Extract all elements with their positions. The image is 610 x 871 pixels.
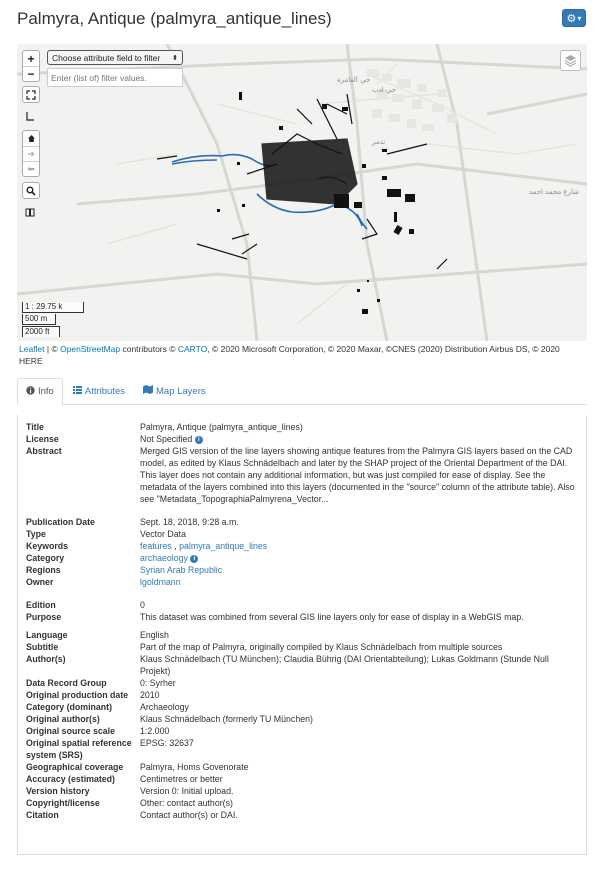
- keyword-link[interactable]: features: [140, 541, 172, 551]
- region-link[interactable]: Syrian Arab Republic: [140, 565, 223, 575]
- field-label: Purpose: [26, 612, 62, 622]
- attribute-filter-label: Choose attribute field to filter: [52, 52, 161, 63]
- license-value: Not Specified: [140, 434, 193, 444]
- antique-lines: [157, 94, 447, 269]
- keyword-separator: ,: [171, 541, 180, 551]
- field-label: Abstract: [26, 446, 62, 456]
- field-label: Subtitle: [26, 642, 59, 652]
- ruler-icon: [25, 111, 35, 121]
- info-icon: [26, 386, 35, 398]
- select-arrows-icon: ⬍: [172, 54, 178, 62]
- field-value: Centimetres or better: [140, 774, 223, 784]
- scale-metric: 500 m: [22, 314, 56, 325]
- layer-switcher-button[interactable]: [560, 50, 581, 71]
- field-value: [140, 552, 580, 564]
- field-value: This dataset was combined from several GIS line layers only for ease of display in a WebGIS map.: [140, 612, 524, 622]
- caret-down-icon: ▾: [577, 13, 582, 23]
- field-label: Owner: [26, 577, 54, 587]
- field-label: Keywords: [26, 541, 69, 551]
- field-label: Copyright/license: [26, 798, 100, 808]
- field-label: Geographical coverage: [26, 762, 124, 772]
- attribution-text: , © 2020 Microsoft Corporation, © 2020 Maxar, ©CNES (2020) Distribution Airbus DS, © 2020 HERE: [19, 344, 560, 366]
- list-icon: [73, 386, 82, 397]
- field-label: Original author(s): [26, 714, 100, 724]
- tab-bar: [17, 378, 587, 405]
- fullscreen-control: [22, 86, 40, 103]
- map-attribution: [19, 343, 581, 367]
- zoom-out-button[interactable]: −: [23, 66, 39, 81]
- field-value: 0: Syrher: [140, 678, 176, 688]
- place-label: حي ادب: [372, 86, 397, 94]
- field-label: Category (dominant): [26, 702, 113, 712]
- field-value: Palmyra, Antique (palmyra_antique_lines): [140, 422, 303, 432]
- map-icon: [143, 385, 153, 397]
- measure-button[interactable]: [22, 108, 38, 123]
- field-label: Edition: [26, 600, 56, 610]
- field-value: Vector Data: [140, 529, 186, 539]
- settings-dropdown-button[interactable]: [562, 9, 586, 27]
- tab-label: Attributes: [84, 385, 125, 397]
- fullscreen-button[interactable]: [23, 87, 39, 102]
- home-button[interactable]: [23, 131, 39, 146]
- place-label: تدمر: [372, 138, 386, 146]
- keyword-link[interactable]: palmyra_antique_lines: [179, 541, 268, 551]
- field-value: Version 0: Initial upload.: [140, 786, 234, 796]
- field-label: Original spatial reference system (SRS): [26, 738, 132, 760]
- osm-link[interactable]: OpenStreetMap: [60, 344, 121, 354]
- field-value: 0: [140, 600, 145, 610]
- filter-values-input[interactable]: [47, 68, 183, 87]
- field-label: Data Record Group: [26, 678, 107, 688]
- field-label: Title: [26, 422, 44, 432]
- attribution-text: contributors ©: [120, 344, 178, 354]
- field-label: Publication Date: [26, 517, 95, 527]
- search-icon: [26, 186, 36, 196]
- navigation-control: [22, 130, 40, 177]
- info-circle-icon[interactable]: i: [195, 436, 203, 444]
- field-label: Version history: [26, 786, 90, 796]
- basemap: [17, 44, 587, 341]
- field-value: [140, 433, 580, 445]
- field-value: Merged GIS version of the line layers showing antique features from the Palmyra GIS layers based on the CAD model, as edited by Klaus Schnädelbach and later by the SHAP project of the Oriental Department of the DAI. This layer does not contain any additional information, but was just compiled for ease of display. See the metadata of the layers combined into this layers (documented in the "source" column of the attribute table). Also see "Metadata_TopographiaPalmyrena_Vector...: [140, 446, 575, 504]
- field-value: Contact author(s) or DAI.: [140, 810, 238, 820]
- carto-link[interactable]: CARTO: [177, 344, 208, 354]
- zoom-control: [22, 50, 40, 82]
- search-control: [22, 182, 40, 199]
- fullscreen-icon: [26, 90, 36, 100]
- field-label: Type: [26, 529, 46, 539]
- measure-control: [22, 108, 38, 123]
- category-link[interactable]: archaeology: [140, 553, 188, 563]
- field-value: Palmyra, Homs Govenorate: [140, 762, 249, 772]
- layers-icon: [564, 54, 577, 67]
- field-label: Citation: [26, 810, 59, 820]
- zoom-in-button[interactable]: +: [27, 51, 35, 66]
- tab-info[interactable]: [17, 378, 63, 405]
- field-label: Author(s): [26, 654, 66, 664]
- tab-label: Map Layers: [156, 385, 206, 397]
- page-title: Palmyra, Antique (palmyra_antique_lines): [17, 9, 332, 28]
- attribution-text: | ©: [44, 344, 61, 354]
- scale-ratio: 1 : 29.75 k: [22, 302, 84, 313]
- place-label: شارع محمد احمد: [529, 188, 579, 196]
- tab-attributes[interactable]: [65, 378, 133, 404]
- field-label: Accuracy (estimated): [26, 774, 115, 784]
- field-value: Part of the map of Palmyra, originally compiled by Klaus Schnädelbach from multiple sources: [140, 642, 503, 652]
- field-value: EPSG: 32637: [140, 738, 194, 748]
- tab-map-layers[interactable]: [135, 378, 214, 404]
- book-button[interactable]: [22, 204, 38, 219]
- home-icon: [27, 134, 36, 143]
- attribute-filter-select[interactable]: [47, 50, 183, 65]
- forward-button[interactable]: ➜: [23, 146, 39, 161]
- metadata-table: [26, 421, 580, 821]
- field-label: Language: [26, 630, 68, 640]
- field-value: Klaus Schnädelbach (formerly TU München): [140, 714, 313, 724]
- map-viewer[interactable]: [17, 44, 587, 341]
- back-button[interactable]: ⬅: [23, 161, 39, 176]
- tab-label: Info: [38, 386, 54, 397]
- gear-icon: ⚙: [566, 12, 577, 25]
- field-value: 1:2.000: [140, 726, 170, 736]
- bookmark-control: [22, 204, 38, 219]
- field-value: 2010: [140, 690, 160, 700]
- field-label: Original production date: [26, 690, 129, 700]
- field-value: Archaeology: [140, 702, 189, 712]
- field-label: Original source scale: [26, 726, 115, 736]
- info-circle-icon[interactable]: i: [190, 555, 198, 563]
- field-label: Regions: [26, 565, 61, 575]
- field-label: License: [26, 434, 59, 444]
- scale-imperial: 2000 ft: [22, 326, 60, 337]
- field-value: Other: contact author(s): [140, 798, 233, 808]
- book-icon: [25, 207, 35, 217]
- search-button[interactable]: [23, 183, 39, 198]
- leaflet-link[interactable]: Leaflet: [19, 344, 45, 354]
- owner-link[interactable]: lgoldmann: [140, 577, 181, 587]
- field-label: Category: [26, 553, 65, 563]
- field-value: English: [140, 630, 169, 640]
- field-value: Sept. 18, 2018, 9:28 a.m.: [140, 517, 239, 527]
- field-value: Klaus Schnädelbach (TU München); Claudia Bührig (DAI Orientabteilung); Lukas Goldmann (Stunde Null Projekt): [140, 654, 549, 676]
- place-label: حي العامرة: [337, 76, 371, 84]
- field-value: [140, 540, 580, 552]
